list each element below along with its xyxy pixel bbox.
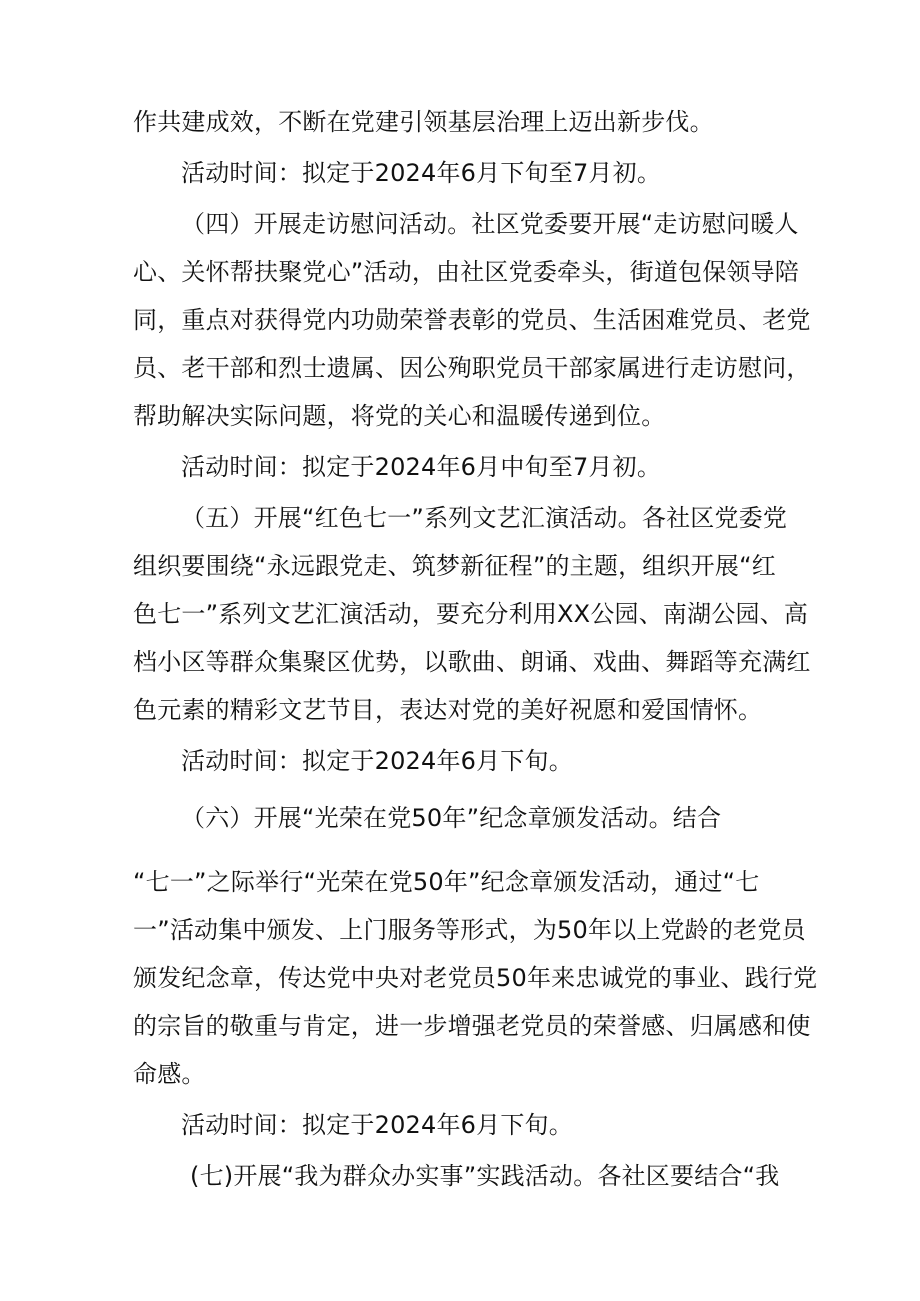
body-text-line: 员、老干部和烈士遗属、因公殉职党员干部家属进行走访慰问，: [133, 354, 811, 382]
body-text-line: 帮助解决实际问题，将党的关心和温暖传递到位。: [133, 402, 666, 430]
section-heading-line: (七)开展“我为群众办实事”实践活动。各社区要结合“我: [190, 1162, 780, 1190]
activity-time-line: 活动时间：拟定于2024年6月中旬至7月初。: [181, 453, 662, 481]
body-text-line: 命感。: [133, 1060, 206, 1088]
section-heading-line: （五）开展“红色七一”系列文艺汇演活动。各社区党委党: [181, 504, 788, 532]
body-text-line: 色七一”系列文艺汇演活动，要充分利用XX公园、南湖公园、高: [133, 600, 809, 628]
body-text-line: 颁发纪念章，传达党中央对老党员50年来忠诚党的事业、践行党: [133, 964, 818, 992]
activity-time-line: 活动时间：拟定于2024年6月下旬。: [181, 747, 573, 775]
body-text-line: 一”活动集中颁发、上门服务等形式，为50年以上党龄的老党员: [133, 916, 806, 944]
body-text-line: 同，重点对获得党内功勋荣誉表彰的党员、生活困难党员、老党: [133, 306, 811, 334]
activity-time-line: 活动时间：拟定于2024年6月下旬至7月初。: [181, 159, 662, 187]
body-text-line: “七一”之际举行“光荣在党50年”纪念章颁发活动，通过“七: [133, 868, 760, 896]
body-text-line: 作共建成效，不断在党建引领基层治理上迈出新步伐。: [133, 108, 714, 136]
body-text-line: 心、关怀帮扶聚党心”活动，由社区党委牵头，街道包保领导陪: [133, 258, 800, 286]
section-heading-line: （四）开展走访慰问活动。社区党委要开展“走访慰问暖人: [181, 210, 799, 238]
body-text-line: 组织要围绕“永远跟党走、筑梦新征程”的主题，组织开展“红: [133, 552, 776, 580]
section-heading-line: （六）开展“光荣在党50年”纪念章颁发活动。结合: [181, 804, 722, 832]
body-text-line: 的宗旨的敬重与肯定，进一步增强老党员的荣誉感、归属感和使: [133, 1012, 811, 1040]
body-text-line: 色元素的精彩文艺节目，表达对党的美好祝愿和爱国情怀。: [133, 696, 763, 724]
body-text-line: 档小区等群众集聚区优势，以歌曲、朗诵、戏曲、舞蹈等充满红: [133, 648, 811, 676]
activity-time-line: 活动时间：拟定于2024年6月下旬。: [181, 1111, 573, 1139]
